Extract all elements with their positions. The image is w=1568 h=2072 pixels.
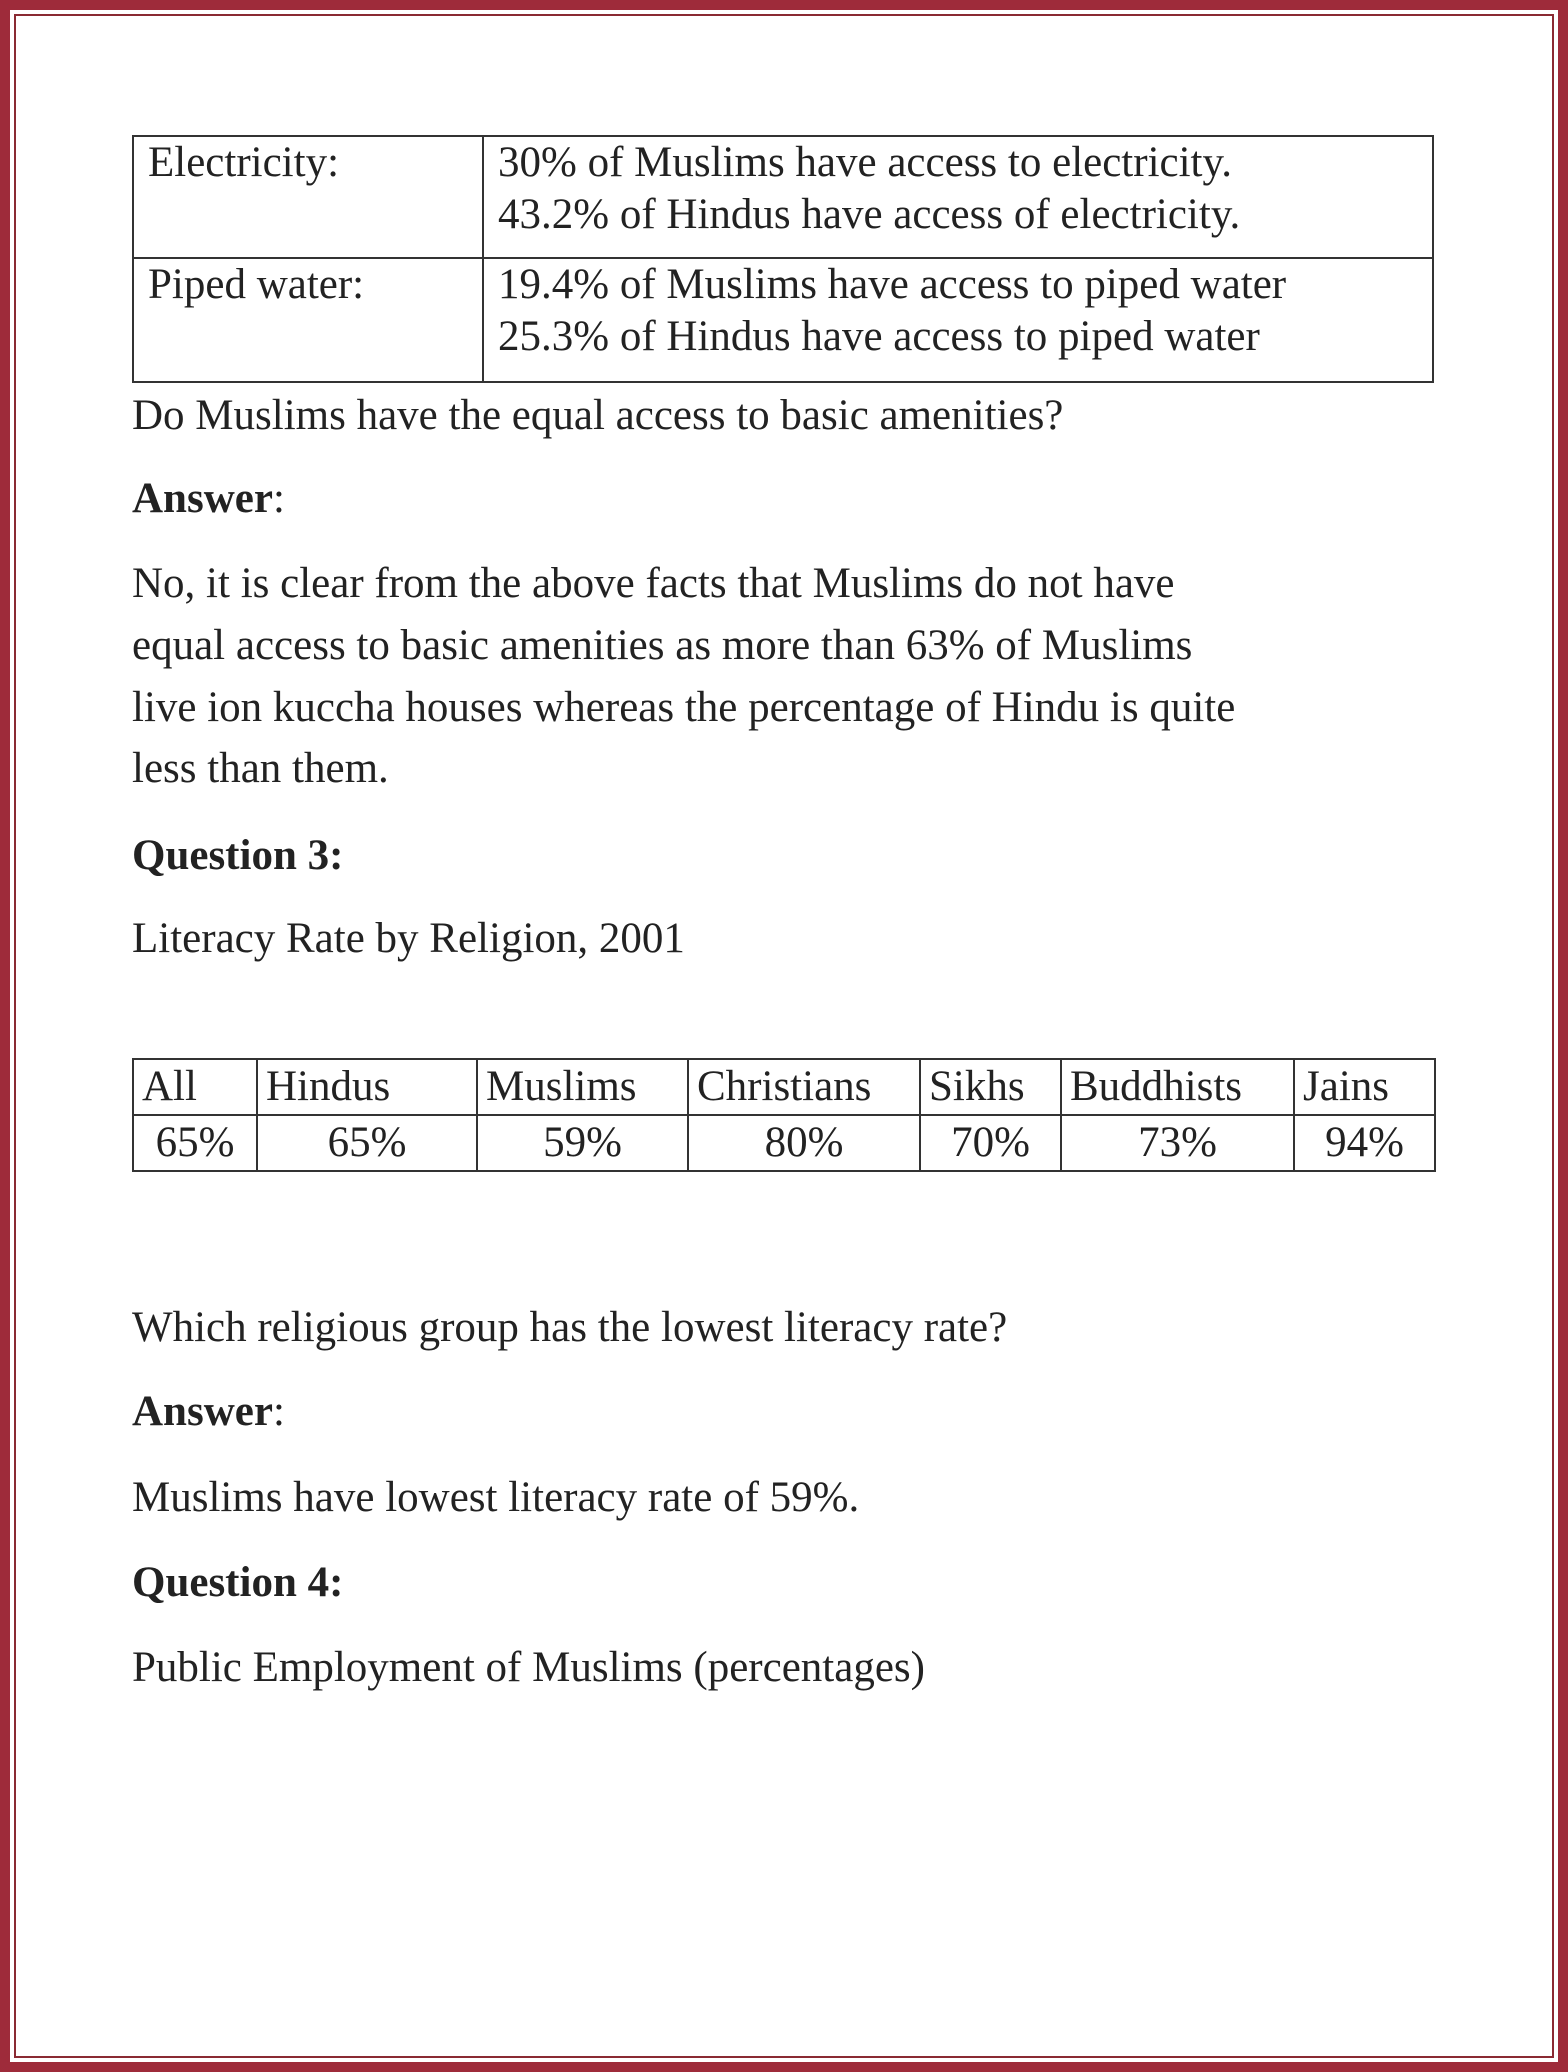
literacy-table [132, 1058, 1436, 1172]
header-cell: Jains [1294, 1059, 1435, 1115]
header-row [133, 1059, 1435, 1115]
amenities-table [132, 135, 1434, 383]
header-cell: Hindus [257, 1059, 477, 1115]
value-cell: 65% [257, 1115, 477, 1171]
row-label: Electricity: [133, 136, 483, 258]
answer-line: less than them. [132, 745, 389, 792]
value-cell: 65% [133, 1115, 257, 1171]
table-row [133, 258, 1433, 382]
value-cell: 59% [477, 1115, 688, 1171]
answer-line: equal access to basic amenities as more than 63% of Muslims [132, 622, 1193, 669]
row-label: Piped water: [133, 258, 483, 382]
value-cell: 70% [920, 1115, 1061, 1171]
q4-heading: Question 4: [132, 1559, 344, 1606]
answer-line: No, it is clear from the above facts that Muslims do not have [132, 560, 1175, 607]
header-cell: All [133, 1059, 257, 1115]
header-cell: Christians [688, 1059, 920, 1115]
answer-label: Answer: [132, 475, 285, 522]
value-row [133, 1115, 1435, 1171]
q4-title: Public Employment of Muslims (percentages) [132, 1644, 925, 1691]
cell-line: 19.4% of Muslims have access to piped water [498, 261, 1287, 308]
value-cell: 73% [1061, 1115, 1294, 1171]
header-cell: Muslims [477, 1059, 688, 1115]
table-row [133, 136, 1433, 258]
cell-line: 25.3% of Hindus have access to piped water [498, 313, 1260, 360]
value-cell: 94% [1294, 1115, 1435, 1171]
answer-label: Answer: [132, 1388, 285, 1435]
q3-title: Literacy Rate by Religion, 2001 [132, 915, 685, 962]
q3-question: Which religious group has the lowest literacy rate? [132, 1304, 1008, 1351]
q3-heading: Question 3: [132, 832, 344, 879]
header-cell: Buddhists [1061, 1059, 1294, 1115]
header-cell: Sikhs [920, 1059, 1061, 1115]
value-cell: 80% [688, 1115, 920, 1171]
cell-line: 43.2% of Hindus have access of electricity. [498, 191, 1241, 238]
q2-question: Do Muslims have the equal access to basic amenities? [132, 392, 1064, 439]
cell-line: 30% of Muslims have access to electricity. [498, 139, 1232, 186]
q3-answer: Muslims have lowest literacy rate of 59%. [132, 1474, 860, 1521]
answer-line: live ion kuccha houses whereas the percentage of Hindu is quite [132, 684, 1236, 731]
